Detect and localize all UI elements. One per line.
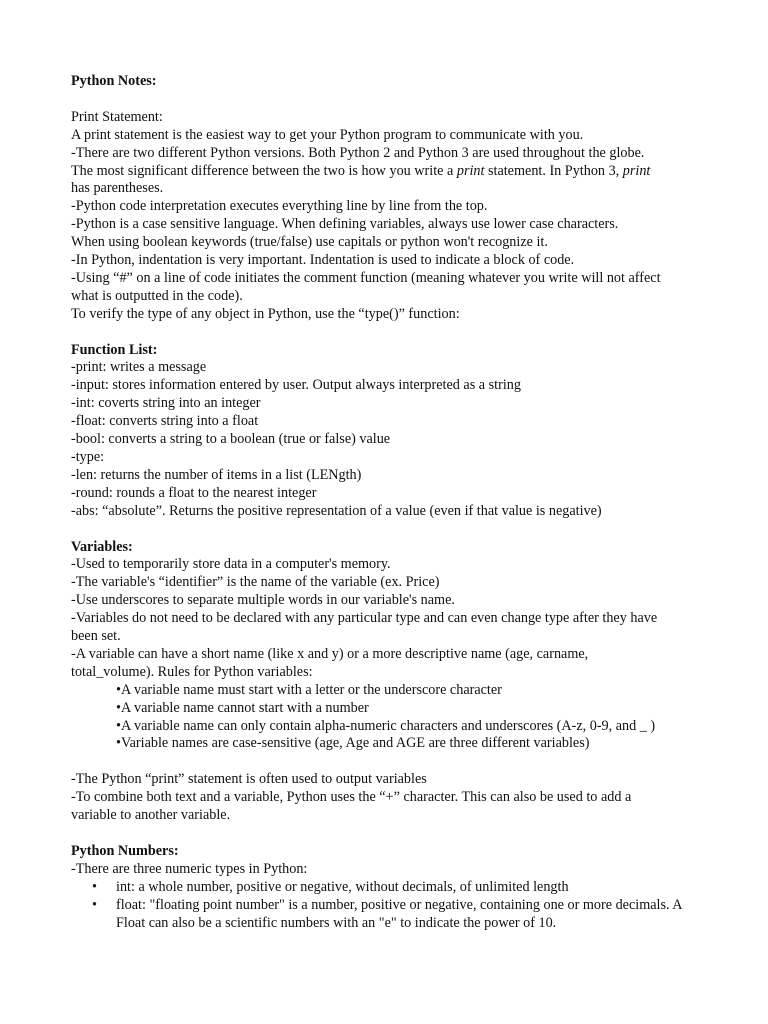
text-line: -Variables do not need to be declared with any particular type and can even change type after they have [71, 610, 658, 627]
python-numbers-heading: Python Numbers: [71, 842, 179, 859]
text-line: what is outputted in the code). [71, 287, 243, 304]
function-item: -float: converts string into a float [71, 413, 259, 430]
text-line: -The Python “print” statement is often used to output variables [71, 771, 427, 788]
variables-heading: Variables: [71, 538, 133, 555]
text-line: The most significant difference between the two is how you write a print statement. In Python 3, print [71, 162, 651, 179]
print-statement-heading: Print Statement: [71, 108, 163, 125]
function-list-heading: Function List: [71, 341, 158, 358]
function-item: -len: returns the number of items in a list (LENgth) [71, 466, 362, 483]
text-line: -The variable's “identifier” is the name of the variable (ex. Price) [71, 574, 440, 591]
function-item: -bool: converts a string to a boolean (true or false) value [71, 431, 391, 448]
variable-rule: •A variable name cannot start with a number [116, 699, 369, 716]
text-line: has parentheses. [71, 180, 164, 197]
function-item: -type: [71, 449, 105, 465]
function-item: -round: rounds a float to the nearest integer [71, 484, 317, 501]
text-line: -To combine both text and a variable, Python uses the “+” character. This can also be used to add a [71, 789, 632, 806]
text-line: been set. [71, 628, 121, 645]
text-line: variable to another variable. [71, 807, 231, 824]
function-item: -print: writes a message [71, 359, 207, 376]
numeric-types-list [71, 879, 711, 933]
page-title: Python Notes: [71, 73, 157, 89]
function-item: -input: stores information entered by user. Output always interpreted as a string [71, 377, 521, 394]
text-line: -Using “#” on a line of code initiates the comment function (meaning whatever you write will not affect [71, 269, 661, 286]
text-line: -Python code interpretation executes everything line by line from the top. [71, 198, 488, 215]
function-item: -int: coverts string into an integer [71, 395, 261, 412]
text-line: -Python is a case sensitive language. When defining variables, always use lower case characters. [71, 216, 619, 233]
variable-rule: •Variable names are case-sensitive (age, Age and AGE are three different variables) [116, 735, 590, 752]
text-line: -Used to temporarily store data in a computer's memory. [71, 556, 391, 573]
text-line: -Use underscores to separate multiple words in our variable's name. [71, 592, 455, 609]
list-item: • float: "floating point number" is a number, positive or negative, containing one or more decimals. A Float can also be a scientific numbers with an "e" to indicate the power of 10. [71, 897, 711, 933]
list-item: • int: a whole number, positive or negative, without decimals, of unlimited length [71, 879, 711, 897]
text-line: To verify the type of any object in Python, use the “type()” function: [71, 305, 460, 322]
text-line: A print statement is the easiest way to get your Python program to communicate with you. [71, 126, 584, 143]
document-page [71, 73, 711, 932]
text-line: -There are three numeric types in Python: [71, 860, 308, 877]
function-item: -abs: “absolute”. Returns the positive representation of a value (even if that value is negative) [71, 502, 602, 519]
text-line: total_volume). Rules for Python variables: [71, 663, 313, 680]
variable-rule: •A variable name must start with a letter or the underscore character [116, 681, 502, 698]
text-line: -There are two different Python versions. Both Python 2 and Python 3 are used throughout the globe. [71, 144, 645, 161]
text-line: -In Python, indentation is very important. Indentation is used to indicate a block of code. [71, 252, 575, 269]
text-line: When using boolean keywords (true/false) use capitals or python won't recognize it. [71, 234, 548, 251]
variable-rule: •A variable name can only contain alpha-numeric characters and underscores (A-z, 0-9, and _ ) [116, 717, 656, 734]
text-line: -A variable can have a short name (like x and y) or a more descriptive name (age, carname, [71, 645, 589, 662]
